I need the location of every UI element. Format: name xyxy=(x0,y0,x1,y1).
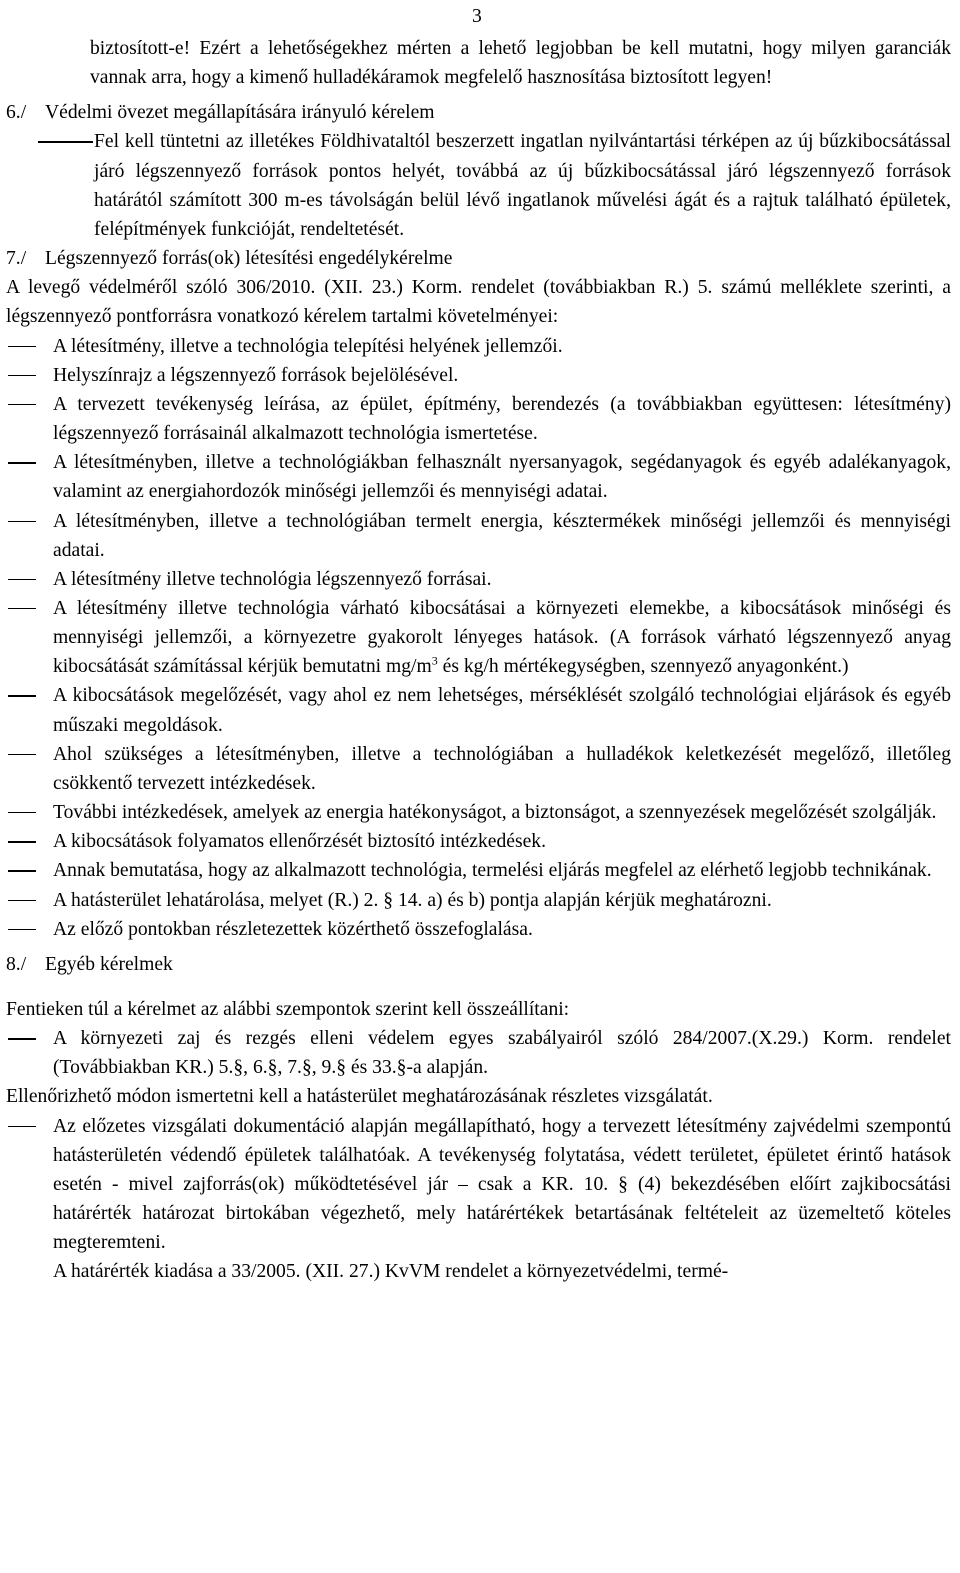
list-item-text: A kibocsátások folyamatos ellenőrzését biztosító intézkedések. xyxy=(53,831,546,853)
section-6-heading xyxy=(6,98,951,127)
dash-bullet xyxy=(8,608,36,609)
dash-bullet xyxy=(8,812,36,813)
list-item xyxy=(6,565,951,594)
dash-bullet xyxy=(8,754,36,755)
list-item-text: A létesítményben, illetve a technológiában termelt energia, késztermékek minőségi jellemzői és mennyiségi adatai. xyxy=(53,510,951,561)
list-item-text: A tervezett tevékenység leírása, az épület, építmény, berendezés (a továbbiakban együttesen: létesítmény) légszennyező forrásainál alkalmazott technológia ismertetése. xyxy=(53,393,951,445)
document-body xyxy=(6,34,951,1287)
emission-text-part1: A létesítmény illetve technológia várható kibocsátásai a környezeti elemekbe, a kibocsátások minőségi és mennyiségi jellemzői, a környezetre gyakorolt lényeges hatások. (A források várható légszennyező anyag kibocsátását számítással kérjük bemutatni mg/m xyxy=(53,597,951,678)
list-item-text: A kibocsátások megelőzését, vagy ahol ez nem lehetséges, mérséklését szolgáló technológiai eljárások és egyéb műszaki megoldások. xyxy=(53,685,951,736)
dash-bullet xyxy=(38,141,93,142)
list-item xyxy=(6,1024,951,1082)
list-item-text: Az előző pontokban részletezettek közérthető összefoglalása. xyxy=(53,918,533,940)
section-8-number: 8./ xyxy=(6,953,27,975)
list-item-text: Az előzetes vizsgálati dokumentáció alapján megállapítható, hogy a tervezett létesítmény zajvédelmi szempontú hatásterületén védendő épületek találhatóak. A tevékenység folytatása, védett területet, épületet érintő hatások esetén - mivel zajforrás(ok) működtetésével jár – csak a KR. 10. § (4) bekezdésében előírt zajkibocsátási határérték határozat birtokában végezhető, mely határértékek betartásának feltételeit az üzemeltető köteles megteremteni. xyxy=(53,1115,951,1254)
last-line: A határérték kiadása a 33/2005. (XII. 27.) KvVM rendelet a környezetvédelmi, termé- xyxy=(53,1261,729,1283)
section-8-middle-paragraph: Ellenőrizhető módon ismertetni kell a hatásterület meghatározásának részletes vizsgálatát. xyxy=(6,1086,713,1108)
list-item-text: A létesítményben, illetve a technológiákban felhasznált nyersanyagok, segédanyagok és egyéb adalékanyagok, valamint az energiahordozók minőségi jellemzői és mennyiségi adatai. xyxy=(53,452,951,503)
list-item xyxy=(6,448,951,506)
section-7-title: Légszennyező forrás(ok) létesítési engedélykérelme xyxy=(45,248,453,270)
list-item xyxy=(6,798,951,827)
section-7-intro: A levegő védelméről szóló 306/2010. (XII. 23.) Korm. rendelet (továbbiakban R.) 5. számú melléklete szerinti, a légszennyező pontforrásra vonatkozó kérelem tartalmi követelményei: xyxy=(6,277,951,328)
intro-paragraph: biztosított-e! Ezért a lehetőségekhez mérten a lehető legjobban be kell mutatni, hogy milyen garanciák vannak arra, hogy a kimenő hulladékáramok megfelelő hasznosítása biztosított legyen! xyxy=(90,38,951,89)
list-item-text: A létesítmény illetve technológia légszennyező forrásai. xyxy=(53,568,492,590)
emission-list-item xyxy=(6,594,951,681)
dash-bullet xyxy=(8,1126,36,1127)
dash-bullet xyxy=(8,346,36,347)
dash-bullet xyxy=(8,870,36,871)
list-item xyxy=(6,390,951,448)
emission-text-part2: és kg/h mértékegységben, szennyező anyagonként.) xyxy=(437,656,849,678)
page-number: 3 xyxy=(472,6,482,27)
dash-bullet xyxy=(8,900,36,901)
section-7-number: 7./ xyxy=(6,248,27,270)
list-item xyxy=(6,1112,951,1258)
list-item xyxy=(6,886,951,915)
list-item xyxy=(6,507,951,565)
dash-bullet xyxy=(8,462,36,463)
section-8-intro: Fentieken túl a kérelmet az alábbi szempontok szerint kell összeállítani: xyxy=(6,999,570,1020)
list-item xyxy=(6,361,951,390)
list-item-text: A környezeti zaj és rezgés elleni védelem egyes szabályairól szóló 284/2007.(X.29.) Korm. rendelet (Továbbiakban KR.) 5.§, 6.§, 7.§, 9.§ és 33.§-a alapján. xyxy=(53,1028,951,1079)
dash-bullet xyxy=(8,375,36,376)
list-item xyxy=(6,827,951,856)
dash-bullet xyxy=(8,404,36,405)
list-item-text: A létesítmény, illetve a technológia telepítési helyének jellemzői. xyxy=(53,335,563,357)
section-6-title: Védelmi övezet megállapítására irányuló kérelem xyxy=(45,102,435,124)
list-item xyxy=(6,332,951,361)
list-item-text: Ahol szükséges a létesítményben, illetve a technológiában a hulladékok keletkezését megelőző, illetőleg csökkentő tervezett intézkedések. xyxy=(53,743,951,794)
superscript-three: 3 xyxy=(431,653,438,668)
list-item xyxy=(6,740,951,798)
section-7-heading xyxy=(6,244,951,273)
section-6-item-text: Fel kell tüntetni az illetékes Földhivataltól beszerzett ingatlan nyilvántartási térképen az új bűzkibocsátással járó légszennyező források pontos helyét, továbbá az új bűzkibocsátással járó légszennyező források határától számított 300 m-es távolságán belül lévő ingatlanok művelési ágát és a rajtuk található épületek, felépítmények funkcióját, rendeltetését. xyxy=(94,131,951,240)
dash-bullet xyxy=(8,579,36,580)
list-item-text: További intézkedések, amelyek az energia hatékonyságot, a biztonságot, a szennyezések megelőzését szolgálják. xyxy=(53,802,937,824)
list-item xyxy=(6,856,951,885)
dash-bullet xyxy=(8,1038,36,1039)
section-8-title: Egyéb kérelmek xyxy=(45,953,173,975)
list-item xyxy=(6,915,951,944)
dash-bullet xyxy=(8,841,36,842)
dash-bullet xyxy=(8,695,36,696)
section-6-number: 6./ xyxy=(6,102,27,124)
list-item xyxy=(6,681,951,739)
list-item-text: A hatásterület lehatárolása, melyet (R.) 2. § 14. a) és b) pontja alapján kérjük meghatározni. xyxy=(53,889,772,911)
section-8-heading xyxy=(6,950,951,979)
list-item-text: Annak bemutatása, hogy az alkalmazott technológia, termelési eljárás megfelel az elérhető legjobb technikának. xyxy=(53,860,932,882)
list-item-text: Helyszínrajz a légszennyező források bejelölésével. xyxy=(53,364,459,386)
dash-bullet xyxy=(8,521,36,522)
section-6-item xyxy=(6,127,951,244)
dash-bullet xyxy=(8,929,36,930)
